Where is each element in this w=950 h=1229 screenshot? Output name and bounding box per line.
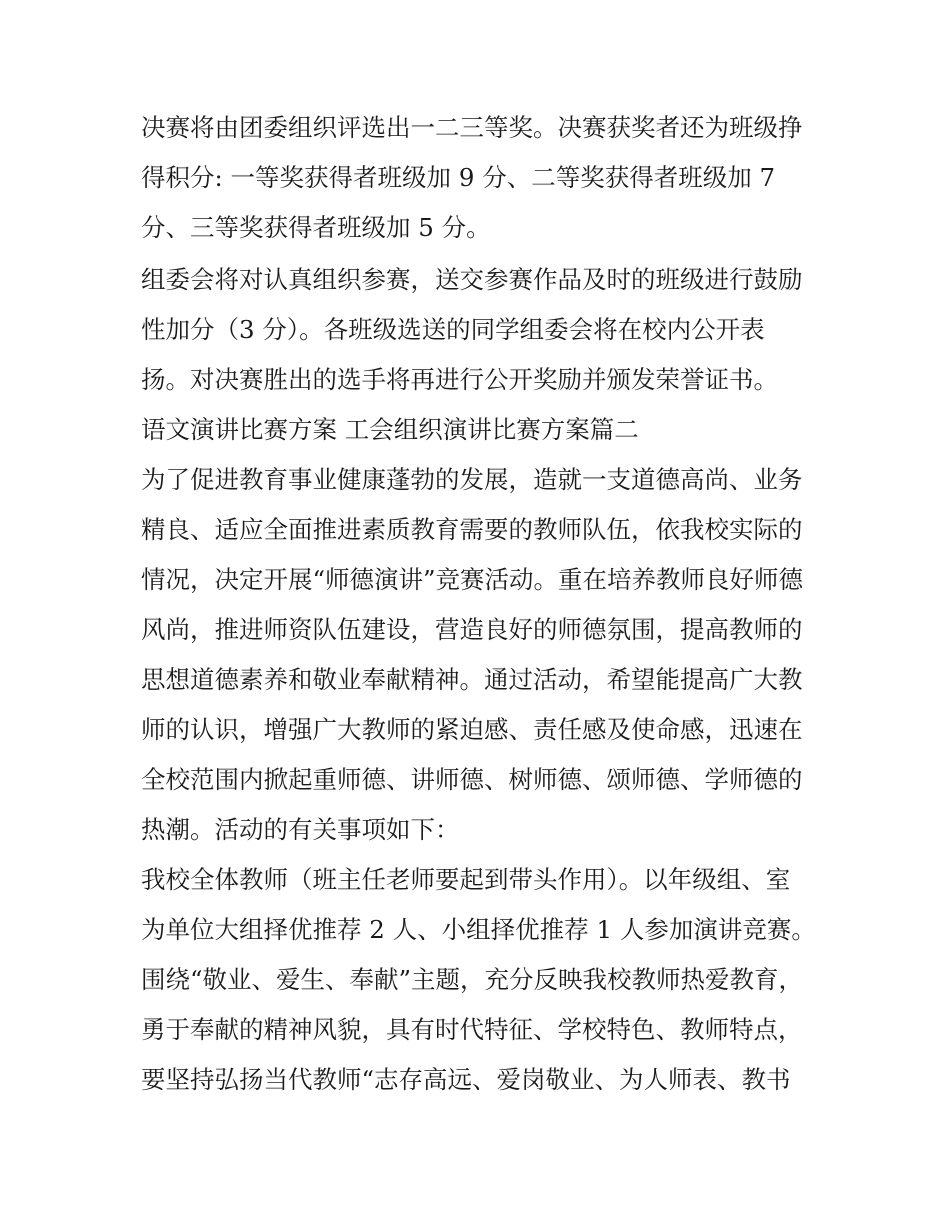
paragraph-line: 热潮。活动的有关事项如下： bbox=[141, 815, 460, 844]
paragraph-line: 组委会将对认真组织参赛，送交参赛作品及时的班级进行鼓励 bbox=[141, 265, 803, 294]
paragraph-line: 为了促进教育事业健康蓬勃的发展，造就一支道德高尚、业务 bbox=[141, 465, 803, 494]
paragraph-line: 勇于奉献的精神风貌，具有时代特征、学校特色、教师特点， bbox=[141, 1015, 803, 1044]
paragraph-line: 要坚持弘扬当代教师“志存高远、爱岗敬业、为人师表、教书 bbox=[141, 1065, 791, 1094]
paragraph-line: 全校范围内掀起重师德、讲师德、树师德、颂师德、学师德的 bbox=[141, 765, 803, 794]
section-heading: 语文演讲比赛方案 工会组织演讲比赛方案篇二 bbox=[141, 415, 639, 444]
paragraph-line: 师的认识，增强广大教师的紧迫感、责任感及使命感，迅速在 bbox=[141, 715, 803, 744]
paragraph-line: 性加分（3 分）。各班级选送的同学组委会将在校内公开表 bbox=[141, 315, 765, 344]
paragraph-line: 扬。对决赛胜出的选手将再进行公开奖励并颁发荣誉证书。 bbox=[141, 365, 778, 394]
paragraph-line: 得积分: 一等奖获得者班级加 9 分、二等奖获得者班级加 7 bbox=[141, 163, 776, 192]
paragraph-line: 风尚，推进师资队伍建设，营造良好的师德氛围，提高教师的 bbox=[141, 615, 803, 644]
paragraph-line: 分、三等奖获得者班级加 5 分。 bbox=[141, 213, 491, 242]
paragraph-line: 思想道德素养和敬业奉献精神。通过活动，希望能提高广大教 bbox=[141, 665, 803, 694]
paragraph-line: 我校全体教师（班主任老师要起到带头作用）。以年级组、室 bbox=[141, 865, 791, 894]
paragraph-line: 精良、适应全面推进素质教育需要的教师队伍，依我校实际的 bbox=[141, 515, 803, 544]
paragraph-line: 情况，决定开展“师德演讲”竞赛活动。重在培养教师良好师德 bbox=[141, 565, 804, 594]
paragraph-line: 围绕“敬业、爱生、奉献”主题，充分反映我校教师热爱教育， bbox=[141, 965, 804, 994]
paragraph-line: 决赛将由团委组织评选出一二三等奖。决赛获奖者还为班级挣 bbox=[141, 113, 803, 142]
paragraph-line: 为单位大组择优推荐 2 人、小组择优推荐 1 人参加演讲竞赛。 bbox=[141, 915, 816, 944]
